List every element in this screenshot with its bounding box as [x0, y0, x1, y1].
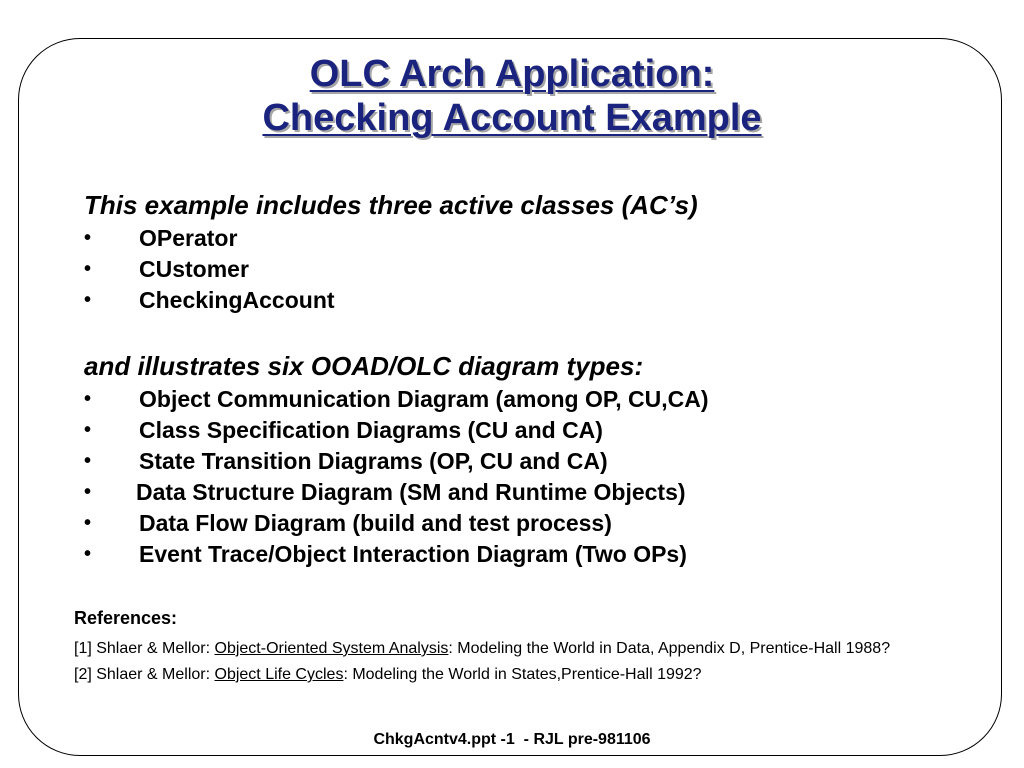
- bullet-icon: •: [84, 419, 92, 441]
- references-section: [74, 606, 934, 690]
- list-item: [84, 415, 709, 446]
- diagram-type-label: Class Specification Diagrams (CU and CA): [139, 417, 603, 443]
- list-item: [84, 446, 709, 477]
- reference-title: Object Life Cycles: [214, 666, 344, 683]
- diagram-type-label: Data Structure Diagram (SM and Runtime Objects): [136, 479, 686, 505]
- diagram-type-label: State Transition Diagrams (OP, CU and CA): [139, 448, 608, 474]
- reference-prefix: [1] Shlaer & Mellor:: [74, 640, 215, 657]
- reference-title: Object-Oriented System Analysis: [214, 640, 449, 657]
- active-classes-section: [84, 189, 698, 316]
- list-item: [84, 539, 709, 570]
- bullet-icon: •: [84, 258, 92, 280]
- reference-item: [74, 664, 934, 685]
- active-classes-list: [84, 223, 698, 316]
- diagram-types-intro: and illustrates six OOAD/OLC diagram types:: [84, 351, 644, 381]
- list-item: [84, 285, 698, 316]
- bullet-icon: •: [84, 450, 92, 472]
- active-classes-intro: This example includes three active classes (AC’s): [84, 190, 698, 220]
- diagram-types-section: [84, 350, 709, 570]
- diagram-type-label: Object Communication Diagram (among OP, CU,CA): [139, 386, 709, 412]
- active-class-label: CUstomer: [139, 256, 249, 282]
- list-item: [84, 508, 709, 539]
- active-class-label: OPerator: [139, 225, 238, 251]
- reference-item: [74, 638, 934, 659]
- slide-footer: ChkgAcntv4.ppt -1 - RJL pre-981106: [373, 731, 651, 748]
- list-item: [84, 223, 698, 254]
- references-heading: References:: [74, 608, 178, 628]
- reference-rest: : Modeling the World in Data, Appendix D, Prentice-Hall 1988?: [448, 640, 891, 657]
- diagram-type-label: Data Flow Diagram (build and test process): [139, 510, 612, 536]
- active-class-label: CheckingAccount: [139, 287, 335, 313]
- diagram-types-list: [84, 384, 709, 570]
- bullet-icon: •: [84, 543, 92, 565]
- diagram-type-label: Event Trace/Object Interaction Diagram (Two OPs): [139, 541, 687, 567]
- reference-prefix: [2] Shlaer & Mellor:: [74, 666, 215, 683]
- bullet-icon: •: [84, 289, 92, 311]
- list-item: [84, 384, 709, 415]
- list-item: [84, 254, 698, 285]
- slide-title-line-1: OLC Arch Application:: [309, 53, 715, 95]
- slide-title: [0, 52, 1024, 140]
- bullet-icon: •: [84, 481, 92, 503]
- bullet-icon: •: [84, 512, 92, 534]
- reference-rest: : Modeling the World in States,Prentice-Hall 1992?: [343, 666, 702, 683]
- slide-title-line-2: Checking Account Example: [262, 97, 762, 139]
- bullet-icon: •: [84, 227, 92, 249]
- list-item: [84, 477, 709, 508]
- bullet-icon: •: [84, 388, 92, 410]
